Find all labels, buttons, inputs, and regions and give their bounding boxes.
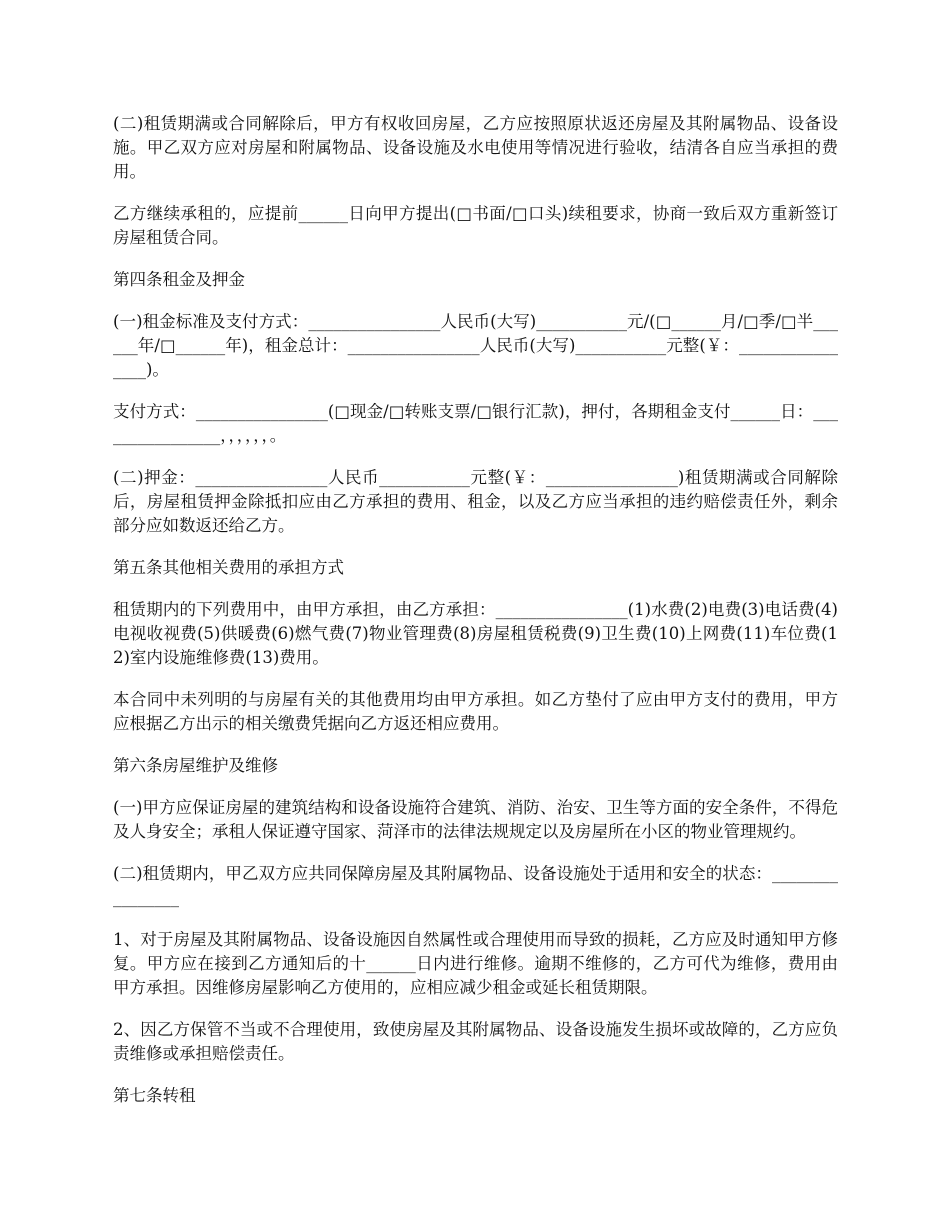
paragraph-payment-method: 支付方式：________________(□现金/□转账支票/□银行汇款)，押付，各期租金支付______日：________________，，，，，，。 — [113, 402, 838, 445]
paragraph-safety-guarantee: (一)甲方应保证房屋的建筑结构和设备设施符合建筑、消防、治安、卫生等方面的安全条件，不得危及人身安全；承租人保证遵守国家、菏泽市的法律法规规定以及房屋所在小区的物业管理规约。 — [113, 798, 838, 841]
paragraph-repair-natural-wear: 1、对于房屋及其附属物品、设备设施因自然属性或合理使用而导致的损耗，乙方应及时通知甲方修复。甲方应在接到乙方通知后的十______日内进行维修。逾期不维修的，乙方可代为维修，费用由甲方承担。因维修房屋影响乙方使用的，应相应减少租金或延长租赁期限。 — [113, 930, 838, 997]
paragraph-rent-standard: (一)租金标准及支付方式：________________人民币(大写)___________元/(□______月/□季/□半______年/□______年)，租金总计：________________人民币(大写)___________元整(￥：________________)。 — [113, 312, 838, 379]
paragraph-joint-maintenance: (二)租赁期内，甲乙双方应共同保障房屋及其附属物品、设备设施处于适用和安全的状态：________________ — [113, 864, 838, 907]
paragraph-repair-improper-use: 2、因乙方保管不当或不合理使用，致使房屋及其附属物品、设备设施发生损坏或故障的，乙方应负责维修或承担赔偿责任。 — [113, 1020, 838, 1063]
paragraph-unlisted-fees: 本合同中未列明的与房屋有关的其他费用均由甲方承担。如乙方垫付了应由甲方支付的费用，甲方应根据乙方出示的相关缴费凭据向乙方返还相应费用。 — [113, 690, 838, 733]
section-heading-sublease: 第七条转租 — [113, 1086, 196, 1105]
paragraph-fee-list: 租赁期内的下列费用中，由甲方承担，由乙方承担：________________(1)水费(2)电费(3)电话费(4)电视收视费(5)供暖费(6)燃气费(7)物业管理费(8)房屋租赁税费(9)卫生费(10)上网费(11)车位费(12)室内设施维修费(13)费用。 — [113, 600, 838, 667]
paragraph-deposit: (二)押金：________________人民币___________元整(￥：________________)租赁期满或合同解除后，房屋租赁押金除抵扣应由乙方承担的费用、租金，以及乙方应当承担的违约赔偿责任外，剩余部分应如数返还给乙方。 — [113, 468, 838, 535]
section-heading-other-fees: 第五条其他相关费用的承担方式 — [113, 558, 344, 577]
contract-document — [113, 112, 838, 1126]
paragraph-lease-end-return: (二)租赁期满或合同解除后，甲方有权收回房屋，乙方应按照原状返还房屋及其附属物品、设备设施。甲乙双方应对房屋和附属物品、设备设施及水电使用等情况进行验收，结清各自应当承担的费用。 — [113, 114, 838, 181]
paragraph-renewal-notice: 乙方继续承租的，应提前______日向甲方提出(□书面/□口头)续租要求，协商一致后双方重新签订房屋租赁合同。 — [113, 204, 838, 247]
section-heading-maintenance: 第六条房屋维护及维修 — [113, 756, 278, 775]
section-heading-rent-deposit: 第四条租金及押金 — [113, 270, 245, 289]
